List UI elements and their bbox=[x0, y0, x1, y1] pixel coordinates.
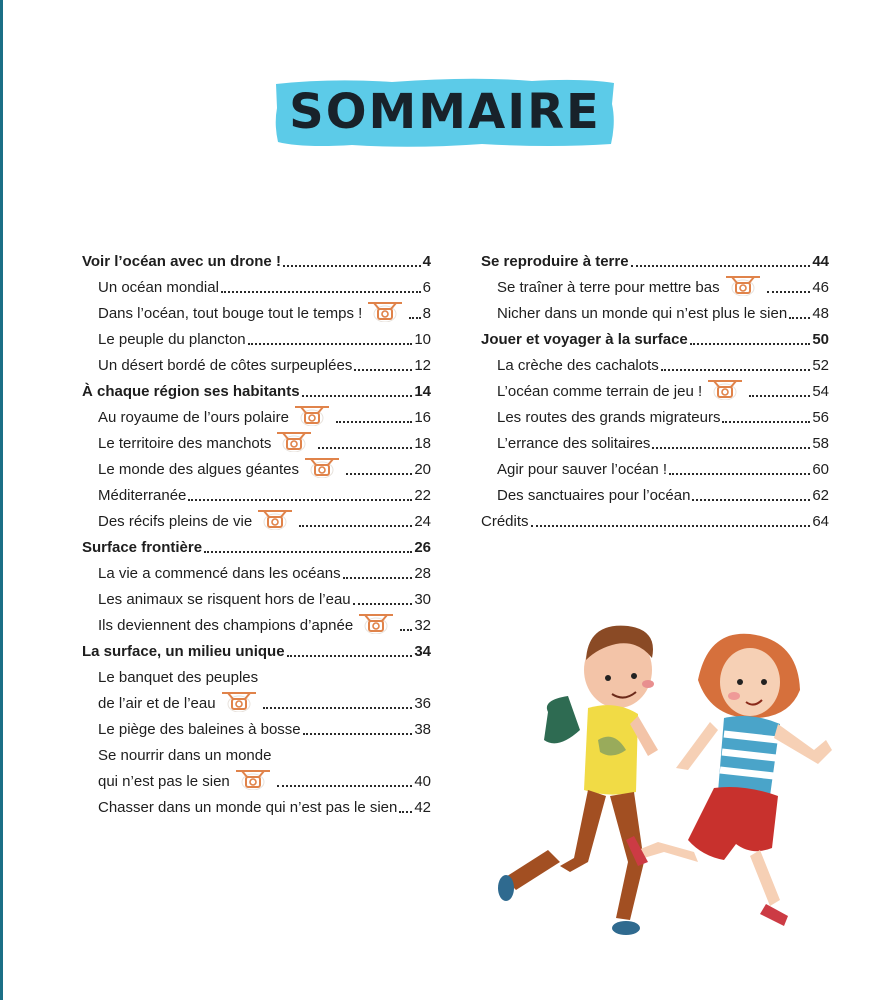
dot-leader bbox=[531, 525, 811, 527]
toc-section bbox=[481, 326, 829, 352]
toc-page-number: 6 bbox=[422, 279, 431, 296]
dot-leader bbox=[652, 447, 810, 449]
toc-entry-title: Se reproduire à terre bbox=[481, 253, 629, 270]
toc-entry bbox=[82, 482, 431, 508]
toc-page-number: 56 bbox=[812, 409, 829, 426]
toc-entry-title: Se nourrir dans un monde bbox=[98, 747, 272, 764]
drone-camera-icon bbox=[705, 378, 745, 400]
drone-camera-icon bbox=[274, 430, 314, 452]
toc-page-number: 52 bbox=[812, 357, 829, 374]
toc-entry bbox=[481, 456, 829, 482]
dot-leader bbox=[789, 317, 810, 319]
toc-entry-title: Les routes des grands migrateurs bbox=[497, 409, 721, 426]
toc-entry bbox=[82, 690, 431, 716]
toc-page-number: 16 bbox=[414, 409, 431, 426]
toc-entry-title: À chaque région ses habitants bbox=[82, 383, 300, 400]
toc-page-number: 28 bbox=[414, 565, 431, 582]
toc-entry-title: La crèche des cachalots bbox=[497, 357, 659, 374]
toc-page-number: 58 bbox=[812, 435, 829, 452]
toc-section bbox=[82, 534, 431, 560]
toc-entry-title: Surface frontière bbox=[82, 539, 203, 556]
dot-leader bbox=[188, 499, 412, 501]
toc-entry-title: Agir pour sauver l’océan ! bbox=[497, 461, 668, 478]
dot-leader bbox=[749, 395, 810, 397]
toc-entry bbox=[82, 274, 431, 300]
dot-leader bbox=[692, 499, 810, 501]
toc-left-column bbox=[82, 248, 431, 820]
toc-right-column bbox=[481, 248, 829, 534]
running-children-illustration bbox=[488, 600, 868, 960]
page-title: SOMMAIRE bbox=[289, 84, 601, 140]
toc-entry bbox=[82, 612, 431, 638]
boy-figure bbox=[498, 626, 658, 935]
toc-entry bbox=[82, 560, 431, 586]
toc-page-number: 32 bbox=[414, 617, 431, 634]
toc-entry bbox=[82, 430, 431, 456]
drone-camera-icon bbox=[723, 274, 763, 296]
toc-entry bbox=[481, 482, 829, 508]
toc-entry bbox=[82, 456, 431, 482]
toc-page-number: 60 bbox=[812, 461, 829, 478]
toc-section bbox=[82, 248, 431, 274]
toc-page-number: 48 bbox=[812, 305, 829, 322]
drone-camera-icon bbox=[356, 612, 396, 634]
dot-leader bbox=[318, 447, 412, 449]
toc-entry-title: Le piège des baleines à bosse bbox=[98, 721, 301, 738]
dot-leader bbox=[690, 343, 811, 345]
toc-entry-title: Le territoire des manchots bbox=[98, 435, 272, 452]
toc-entry bbox=[481, 508, 829, 534]
toc-entry bbox=[82, 300, 431, 326]
toc-entry-title: L’océan comme terrain de jeu ! bbox=[497, 383, 703, 400]
toc-section bbox=[82, 638, 431, 664]
dot-leader bbox=[302, 395, 413, 397]
toc-page-number: 50 bbox=[812, 331, 829, 348]
drone-camera-icon bbox=[292, 404, 332, 426]
toc-entry bbox=[481, 430, 829, 456]
toc-page-number: 64 bbox=[812, 513, 829, 530]
toc-entry bbox=[82, 664, 431, 690]
toc-page-number: 24 bbox=[414, 513, 431, 530]
toc-entry-title: Se traîner à terre pour mettre bas bbox=[497, 279, 720, 296]
toc-entry-title: Le monde des algues géantes bbox=[98, 461, 299, 478]
dot-leader bbox=[299, 525, 412, 527]
dot-leader bbox=[353, 603, 413, 605]
toc-entry-title: Au royaume de l’ours polaire bbox=[98, 409, 289, 426]
toc-entry-title: Les animaux se risquent hors de l’eau bbox=[98, 591, 351, 608]
toc-entry-title: Le banquet des peuples bbox=[98, 669, 259, 686]
toc-entry-title: Des sanctuaires pour l’océan bbox=[497, 487, 691, 504]
toc-page-number: 12 bbox=[414, 357, 431, 374]
dot-leader bbox=[400, 629, 412, 631]
toc-entry-title: Dans l’océan, tout bouge tout le temps ! bbox=[98, 305, 363, 322]
toc-entry-title: La surface, un milieu unique bbox=[82, 643, 285, 660]
dot-leader bbox=[283, 265, 421, 267]
toc-page-number: 54 bbox=[812, 383, 829, 400]
toc-entry bbox=[82, 326, 431, 352]
toc-page-number: 4 bbox=[422, 253, 431, 270]
dot-leader bbox=[354, 369, 412, 371]
toc-entry-title: Voir l’océan avec un drone ! bbox=[82, 253, 281, 270]
toc-page-number: 20 bbox=[414, 461, 431, 478]
toc-page-number: 10 bbox=[414, 331, 431, 348]
toc-page-number: 46 bbox=[812, 279, 829, 296]
toc-entry bbox=[481, 404, 829, 430]
toc-page-number: 18 bbox=[414, 435, 431, 452]
toc-entry-title: de l’air et de l’eau bbox=[98, 695, 216, 712]
toc-entry-title: Crédits bbox=[481, 513, 529, 530]
dot-leader bbox=[399, 811, 412, 813]
drone-camera-icon bbox=[233, 768, 273, 790]
toc-entry-title: Le peuple du plancton bbox=[98, 331, 246, 348]
dot-leader bbox=[336, 421, 412, 423]
toc-page-number: 26 bbox=[414, 539, 431, 556]
toc-page-number: 34 bbox=[414, 643, 431, 660]
toc-entry bbox=[481, 352, 829, 378]
dot-leader bbox=[669, 473, 810, 475]
drone-camera-icon bbox=[365, 300, 405, 322]
toc-entry-title: Jouer et voyager à la surface bbox=[481, 331, 688, 348]
toc-page-number: 8 bbox=[422, 305, 431, 322]
dot-leader bbox=[204, 551, 412, 553]
drone-camera-icon bbox=[255, 508, 295, 530]
dot-leader bbox=[263, 707, 413, 709]
toc-page-number: 62 bbox=[812, 487, 829, 504]
toc-entry-title: Un désert bordé de côtes surpeuplées bbox=[98, 357, 353, 374]
toc-page-number: 22 bbox=[414, 487, 431, 504]
toc-entry-title: qui n’est pas le sien bbox=[98, 773, 230, 790]
dot-leader bbox=[767, 291, 811, 293]
page-edge-stripe bbox=[0, 0, 3, 1000]
toc-entry-title: Nicher dans un monde qui n’est plus le sien bbox=[497, 305, 788, 322]
dot-leader bbox=[277, 785, 413, 787]
toc-entry-title: L’errance des solitaires bbox=[497, 435, 651, 452]
dot-leader bbox=[346, 473, 412, 475]
toc-entry bbox=[82, 508, 431, 534]
toc-entry bbox=[481, 274, 829, 300]
toc-section bbox=[82, 378, 431, 404]
toc-entry bbox=[481, 378, 829, 404]
toc-entry bbox=[82, 742, 431, 768]
toc-entry bbox=[82, 716, 431, 742]
toc-page-number: 30 bbox=[414, 591, 431, 608]
toc-page-number: 38 bbox=[414, 721, 431, 738]
dot-leader bbox=[287, 655, 413, 657]
toc-entry-title: Ils deviennent des champions d’apnée bbox=[98, 617, 354, 634]
toc-entry bbox=[82, 404, 431, 430]
toc-entry bbox=[82, 794, 431, 820]
toc-page-number: 44 bbox=[812, 253, 829, 270]
toc-entry bbox=[82, 352, 431, 378]
toc-section bbox=[481, 248, 829, 274]
dot-leader bbox=[303, 733, 413, 735]
dot-leader bbox=[221, 291, 421, 293]
dot-leader bbox=[661, 369, 811, 371]
toc-page-number: 14 bbox=[414, 383, 431, 400]
toc-page-number: 40 bbox=[414, 773, 431, 790]
toc-entry-title: La vie a commencé dans les océans bbox=[98, 565, 341, 582]
toc-entry bbox=[82, 768, 431, 794]
toc-entry-title: Chasser dans un monde qui n’est pas le sien bbox=[98, 799, 398, 816]
dot-leader bbox=[248, 343, 413, 345]
toc-entry bbox=[82, 586, 431, 612]
drone-camera-icon bbox=[219, 690, 259, 712]
toc-entry-title: Des récifs pleins de vie bbox=[98, 513, 253, 530]
toc-entry bbox=[481, 300, 829, 326]
girl-figure bbox=[626, 634, 832, 926]
toc-page-number: 42 bbox=[414, 799, 431, 816]
drone-camera-icon bbox=[302, 456, 342, 478]
toc-entry-title: Méditerranée bbox=[98, 487, 187, 504]
dot-leader bbox=[409, 317, 420, 319]
toc-entry-title: Un océan mondial bbox=[98, 279, 219, 296]
title-banner bbox=[272, 74, 618, 150]
dot-leader bbox=[631, 265, 811, 267]
dot-leader bbox=[722, 421, 810, 423]
dot-leader bbox=[343, 577, 413, 579]
toc-page-number: 36 bbox=[414, 695, 431, 712]
